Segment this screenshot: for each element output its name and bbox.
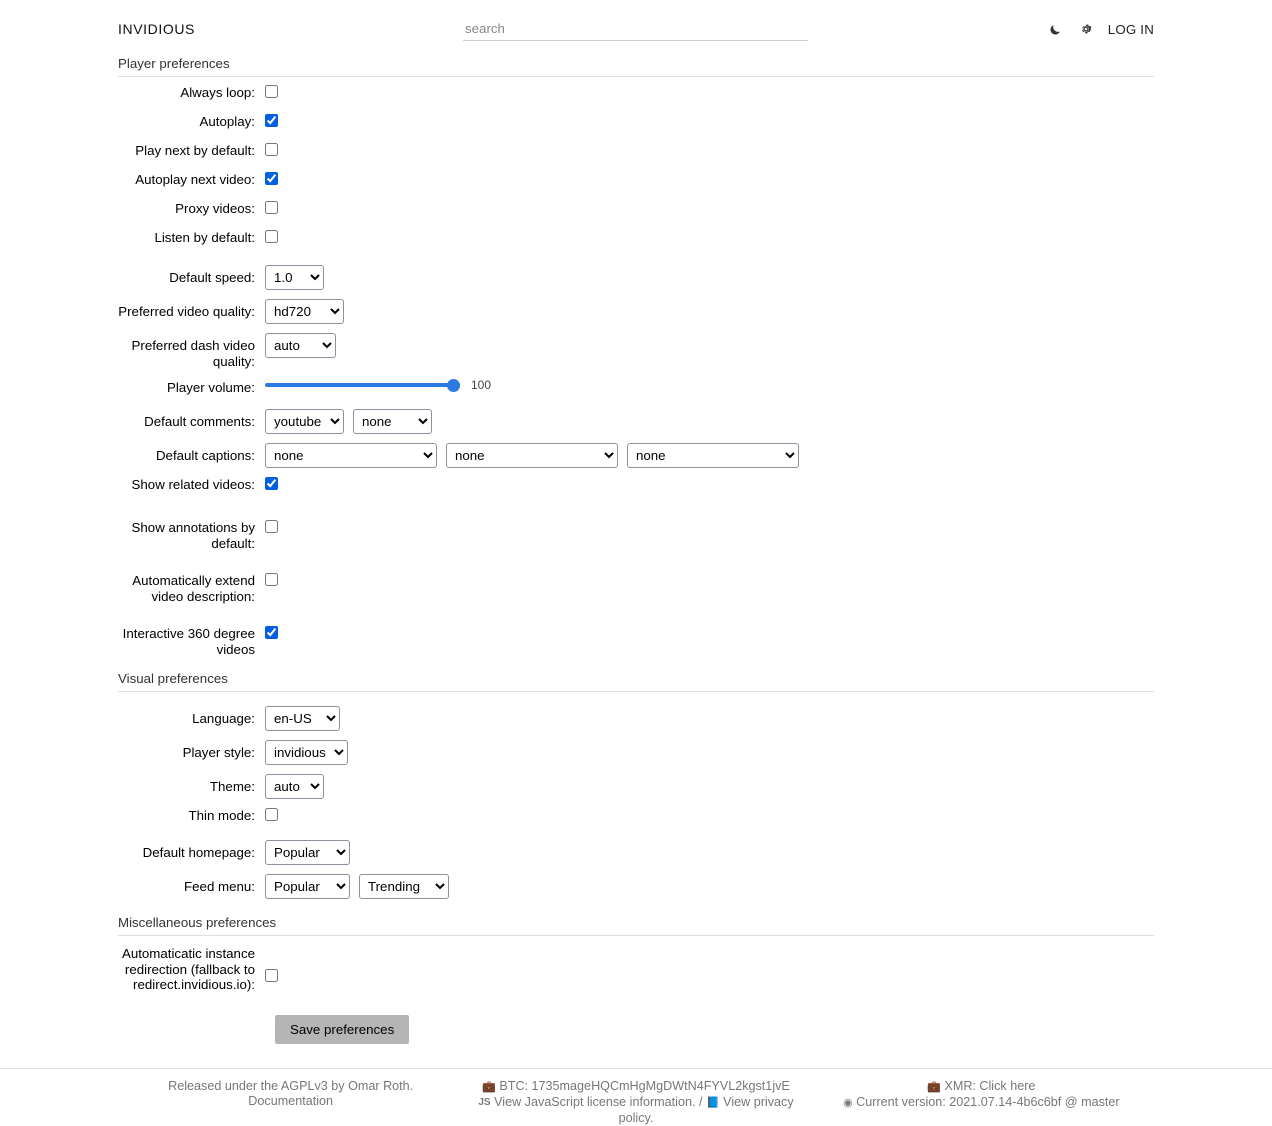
select-language[interactable] (265, 706, 340, 731)
row-default-speed (118, 265, 1154, 290)
label-theme: Theme: (209, 779, 255, 794)
preferences-form (0, 54, 1272, 1044)
row-language (118, 706, 1154, 731)
slider-player-volume[interactable] (265, 378, 460, 392)
navbar-right (1048, 21, 1154, 37)
book-icon: 📘 (705, 1096, 720, 1109)
save-row (118, 993, 1154, 1044)
label-autoplay-next: Autoplay next video: (135, 172, 255, 187)
label-feed-menu: Feed menu: (184, 879, 255, 894)
label-extend-description: Automatically extend video description: (132, 573, 255, 604)
briefcase-icon-xmr: 💼 (927, 1080, 941, 1093)
checkbox-show-annotations[interactable] (265, 520, 278, 533)
row-extend-description (118, 559, 1154, 604)
footer-version-link[interactable]: Current version: 2021.07.14-4b6c6bf @ master (856, 1094, 1120, 1109)
row-show-related (118, 477, 1154, 499)
label-autoplay: Autoplay: (199, 114, 255, 129)
label-preferred-dash-quality: Preferred dash video quality: (131, 338, 255, 369)
row-proxy-videos (118, 201, 1154, 223)
row-autoplay (118, 114, 1154, 136)
label-listen-default: Listen by default: (154, 230, 255, 245)
label-play-next: Play next by default: (135, 143, 255, 158)
label-interactive-360: Interactive 360 degree videos (122, 626, 255, 657)
brand-logo[interactable]: INVIDIOUS (118, 21, 195, 37)
select-default-homepage[interactable] (265, 840, 350, 865)
footer-license-text: Released under the AGPLv3 by Omar Roth. (168, 1078, 414, 1093)
label-default-comments: Default comments: (144, 414, 255, 429)
briefcase-icon: 💼 (482, 1080, 496, 1093)
row-preferred-dash-quality (118, 333, 1154, 369)
select-player-style[interactable] (265, 740, 348, 765)
save-preferences-button[interactable]: Save preferences (275, 1015, 409, 1044)
row-default-homepage (118, 840, 1154, 865)
select-default-comments-secondary[interactable] (353, 409, 432, 434)
label-language: Language: (192, 711, 255, 726)
checkbox-proxy-videos[interactable] (265, 201, 278, 214)
row-preferred-quality (118, 299, 1154, 324)
select-feed-menu-2[interactable] (359, 874, 449, 899)
row-thin-mode (118, 808, 1154, 830)
label-player-style: Player style: (182, 745, 255, 760)
select-default-speed[interactable] (265, 265, 324, 290)
label-proxy-videos: Proxy videos: (175, 201, 255, 216)
row-always-loop (118, 85, 1154, 107)
checkbox-autoplay[interactable] (265, 114, 278, 127)
checkbox-autoplay-next[interactable] (265, 172, 278, 185)
select-preferred-dash-quality[interactable] (265, 333, 336, 358)
player-volume-value: 100 (471, 378, 492, 392)
row-listen-default (118, 230, 1154, 252)
label-show-related: Show related videos: (131, 477, 255, 492)
footer-documentation-link[interactable]: Documentation (248, 1093, 334, 1108)
gear-icon[interactable] (1078, 21, 1094, 37)
row-player-style (118, 740, 1154, 765)
row-show-annotations (118, 506, 1154, 551)
search-bar[interactable] (463, 18, 808, 41)
row-interactive-360 (118, 612, 1154, 657)
checkbox-extend-description[interactable] (265, 573, 278, 586)
row-theme (118, 774, 1154, 799)
label-player-volume: Player volume: (167, 380, 255, 395)
label-auto-redirect: Automaticatic instance redirection (fallback to redirect.invidious.io): (121, 946, 255, 992)
label-default-homepage: Default homepage: (142, 845, 255, 860)
section-title-player: Player preferences (118, 54, 1154, 77)
footer-right (809, 1079, 1154, 1126)
select-default-captions-1[interactable] (265, 443, 437, 468)
checkbox-always-loop[interactable] (265, 85, 278, 98)
footer-btc-link[interactable]: BTC: 1735mageHQCmHgMgDWtN4FYVL2kgst1jvE (499, 1078, 790, 1093)
label-default-captions: Default captions: (155, 448, 255, 463)
label-always-loop: Always loop: (180, 85, 255, 100)
row-default-comments (118, 409, 1154, 434)
moon-icon[interactable] (1048, 21, 1064, 37)
checkbox-auto-redirect[interactable] (265, 969, 278, 982)
label-preferred-quality: Preferred video quality: (118, 304, 255, 319)
label-thin-mode: Thin mode: (188, 808, 255, 823)
select-feed-menu-1[interactable] (265, 874, 350, 899)
checkbox-show-related[interactable] (265, 477, 278, 490)
footer-left (118, 1079, 463, 1126)
checkbox-play-next[interactable] (265, 143, 278, 156)
select-theme[interactable] (265, 774, 324, 799)
checkbox-interactive-360[interactable] (265, 626, 278, 639)
footer-separator: / (698, 1094, 703, 1109)
footer-xmr-link[interactable]: XMR: Click here (944, 1078, 1036, 1093)
search-input[interactable] (463, 18, 808, 41)
js-badge-icon: JS (478, 1096, 491, 1108)
login-button[interactable]: LOG IN (1107, 21, 1154, 37)
footer-center (463, 1079, 808, 1126)
select-preferred-quality[interactable] (265, 299, 344, 324)
label-show-annotations: Show annotations by default: (131, 520, 255, 551)
row-play-next (118, 143, 1154, 165)
select-default-comments-primary[interactable] (265, 409, 344, 434)
row-auto-redirect (118, 946, 1154, 993)
row-player-volume (118, 378, 1154, 400)
row-feed-menu (118, 874, 1154, 899)
checkbox-thin-mode[interactable] (265, 808, 278, 821)
section-title-visual: Visual preferences (118, 669, 1154, 692)
label-default-speed: Default speed: (169, 270, 255, 285)
footer-js-license-link[interactable]: View JavaScript license information. (494, 1094, 696, 1109)
checkbox-listen-default[interactable] (265, 230, 278, 243)
top-navbar (0, 0, 1272, 54)
section-title-misc: Miscellaneous preferences (118, 913, 1154, 936)
github-icon: ◉ (843, 1096, 853, 1109)
footer-privacy-link[interactable]: View privacy policy. (618, 1094, 794, 1125)
page-footer (0, 1068, 1272, 1126)
row-default-captions (118, 443, 1154, 468)
row-autoplay-next (118, 172, 1154, 194)
select-default-captions-2[interactable] (446, 443, 618, 468)
select-default-captions-3[interactable] (627, 443, 799, 468)
